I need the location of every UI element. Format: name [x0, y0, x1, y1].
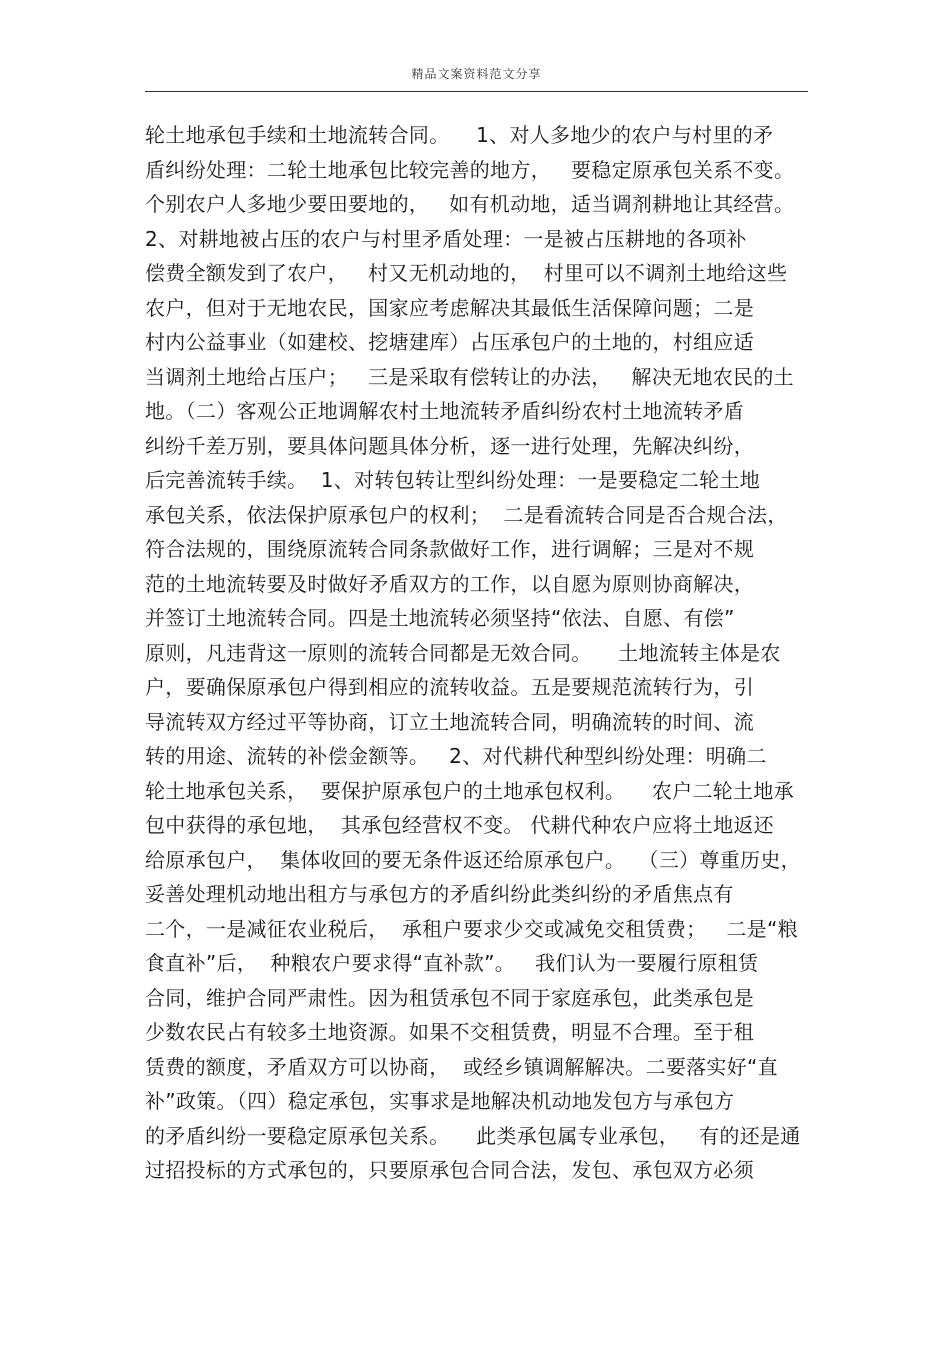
text-line: 个别农户人多地少要田要地的， 如有机动地，适当调剂耕地让其经营。	[145, 192, 795, 216]
text-line: 当调剂土地给占压户； 三是采取有偿转让的办法， 解决无地农民的土	[145, 364, 794, 389]
text-line: 并签订土地流转合同。四是土地流转必须坚持“依法、自愿、有偿”	[145, 606, 735, 630]
text-line: 轮土地承包手续和土地流转合同。 1、对人多地少的农户与村里的矛	[145, 123, 774, 147]
header-title: 精品文案资料范文分享	[411, 67, 542, 81]
text-line: 原则，凡违背这一原则的流转合同都是无效合同。 土地流转主体是农	[145, 640, 781, 665]
text-line: 补”政策。（四）稳定承包，实事求是地解决机动地发包方与承包方	[145, 1089, 735, 1113]
text-line: 给原承包户， 集体收回的要无条件返还给原承包户。 （三）尊重历史，	[145, 847, 801, 872]
text-line: 村内公益事业（如建校、挖塘建库）占压承包户的土地的，村组应适	[145, 330, 754, 354]
text-line: 盾纠纷处理：二轮土地承包比较完善的地方， 要稳定原承包关系不变。	[145, 157, 795, 182]
text-line: 合同，维护合同严肃性。因为租赁承包不同于家庭承包，此类承包是	[145, 985, 754, 1010]
text-line: 赁费的额度，矛盾双方可以协商， 或经乡镇调解解决。二要落实好“直	[145, 1054, 778, 1079]
page-header	[145, 60, 808, 92]
text-line: 地。（二）客观公正地调解农村土地流转矛盾纠纷农村土地流转矛盾	[145, 399, 744, 423]
text-line: 轮土地承包关系， 要保护原承包户的土地承包权利。 农户二轮土地承	[145, 778, 794, 803]
text-line: 后完善流转手续。 1、对转包转让型纠纷处理：一是要稳定二轮土地	[145, 468, 761, 492]
text-line: 纠纷千差万别，要具体问题具体分析，逐一进行处理，先解决纠纷，	[145, 433, 754, 458]
text-line: 二个，一是减征农业税后， 承租户要求少交或减免交租赁费； 二是“粮	[145, 916, 798, 941]
text-line: 妥善处理机动地出租方与承包方的矛盾纠纷此类纠纷的矛盾焦点有	[145, 882, 734, 906]
text-line: 导流转双方经过平等协商，订立土地流转合同，明确流转的时间、流	[145, 709, 754, 734]
text-line: 2、对耕地被占压的农户与村里矛盾处理：一是被占压耕地的各项补	[145, 226, 747, 251]
text-line: 范的土地流转要及时做好矛盾双方的工作，以自愿为原则协商解决，	[145, 571, 754, 596]
text-line: 承包关系，依法保护原承包户的权利； 二是看流转合同是否合规合法，	[145, 502, 788, 527]
text-line: 符合法规的，围绕原流转合同条款做好工作，进行调解；三是对不规	[145, 537, 754, 561]
text-line: 包中获得的承包地， 其承包经营权不变。 代耕代种农户应将土地返还	[145, 813, 774, 837]
text-line: 过招投标的方式承包的，只要原承包合同合法，发包、承包双方必须	[145, 1158, 754, 1182]
text-line: 偿费全额发到了农户， 村又无机动地的， 村里可以不调剂土地给这些	[145, 261, 788, 285]
text-line: 食直补”后， 种粮农户要求得“直补款”。 我们认为一要履行原租赁	[145, 951, 759, 975]
text-line: 农户，但对于无地农民，国家应考虑解决其最低生活保障问题；二是	[145, 295, 754, 320]
text-line: 少数农民占有较多土地资源。如果不交租赁费，明显不合理。至于租	[145, 1020, 754, 1044]
document-body	[145, 118, 815, 1188]
text-line: 转的用途、流转的补偿金额等。 2、对代耕代种型纠纷处理：明确二	[145, 744, 767, 768]
text-line: 户，要确保原承包户得到相应的流转收益。五是要规范流转行为，引	[145, 675, 754, 699]
text-line: 的矛盾纠纷一要稳定原承包关系。 此类承包属专业承包， 有的还是通	[145, 1123, 801, 1148]
